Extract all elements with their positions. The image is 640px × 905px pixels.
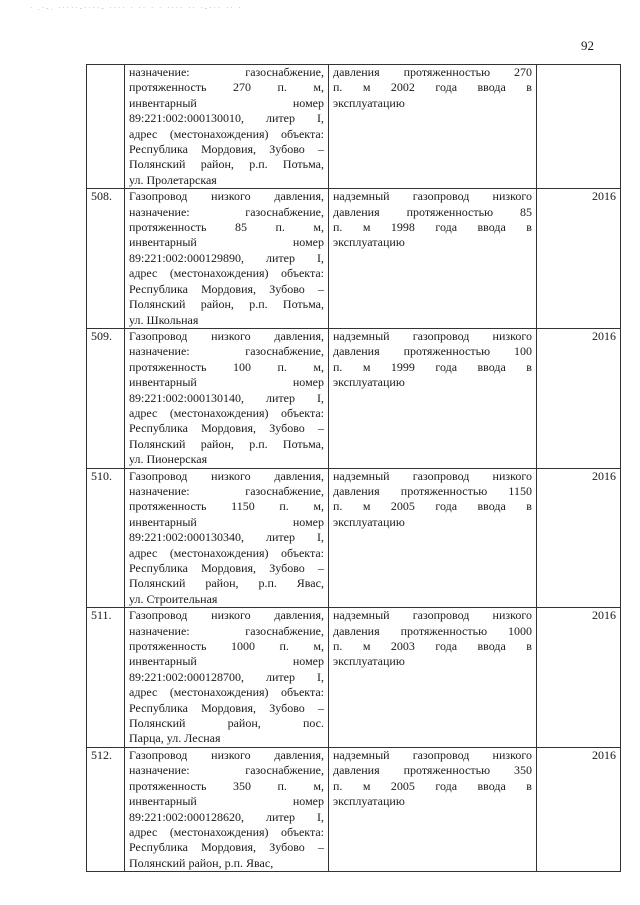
year-cell: 2016 [537, 468, 621, 608]
table-row [87, 189, 621, 329]
name-line: 89:221:002:000130010, литер I, [129, 111, 324, 126]
name-line: ул. Строительная [129, 591, 218, 606]
desc-line: давления протяженностью 1150 [333, 483, 532, 498]
desc-line: п. м 1999 года ввода в [333, 359, 532, 374]
desc-line: п. м 2003 года ввода в [333, 639, 532, 654]
name-line: адрес (местонахождения) объекта: [129, 545, 324, 560]
desc-line: давления протяженностью 350 [333, 763, 532, 778]
name-line: Полянский район, р.п. Потьма, [129, 157, 324, 172]
desc-line: эксплуатацию [333, 235, 405, 250]
desc-line: эксплуатацию [333, 514, 405, 529]
name-line: Республика Мордовия, Зубово – [129, 142, 324, 157]
desc-line: п. м 1998 года ввода в [333, 220, 532, 235]
year-cell: 2016 [537, 747, 621, 871]
name-line: Газопровод низкого давления, [129, 747, 324, 762]
desc-line: надземный газопровод низкого [333, 608, 532, 623]
name-line: Республика Мордовия, Зубово – [129, 421, 324, 436]
table-row [87, 328, 621, 468]
name-line: 89:221:002:000128620, литер I, [129, 809, 324, 824]
name-line: адрес (местонахождения) объекта: [129, 126, 324, 141]
year-cell: 2016 [537, 608, 621, 748]
desc-line: надземный газопровод низкого [333, 328, 532, 343]
row-number: 512. [87, 747, 125, 871]
desc-line: эксплуатацию [333, 95, 405, 110]
name-line: Полянский район, р.п. Потьма, [129, 436, 324, 451]
name-line: Республика Мордовия, Зубово – [129, 700, 324, 715]
object-description-cell [329, 328, 537, 468]
name-line: протяженность 1000 п. м, [129, 639, 324, 654]
name-line: назначение: газоснабжение, [129, 204, 324, 219]
desc-line: п. м 2002 года ввода в [333, 80, 532, 95]
name-line: Парца, ул. Лесная [129, 731, 221, 746]
table-row [87, 468, 621, 608]
name-line: ул. Пионерская [129, 452, 208, 467]
desc-line: п. м 2005 года ввода в [333, 778, 532, 793]
desc-line: давления протяженностью 85 [333, 204, 532, 219]
name-line: инвентарный номер [129, 514, 324, 529]
desc-line: давления протяженностью 270 [333, 65, 532, 79]
object-name-cell [125, 747, 329, 871]
year-cell: 2016 [537, 328, 621, 468]
name-line: 89:221:002:000128700, литер I, [129, 669, 324, 684]
row-number: 510. [87, 468, 125, 608]
desc-line: эксплуатацию [333, 654, 405, 669]
name-line: Республика Мордовия, Зубово – [129, 840, 324, 855]
name-line: Полянский район, р.п. Явас, [129, 855, 274, 870]
name-line: Газопровод низкого давления, [129, 189, 324, 204]
name-line: назначение: газоснабжение, [129, 344, 324, 359]
name-line: Республика Мордовия, Зубово – [129, 561, 324, 575]
year-cell: 2016 [537, 189, 621, 329]
name-line: Газопровод низкого давления, [129, 328, 324, 343]
name-line: назначение: газоснабжение, [129, 483, 324, 498]
name-line: адрес (местонахождения) объекта: [129, 685, 324, 700]
name-line: инвентарный номер [129, 375, 324, 390]
object-description-cell [329, 468, 537, 608]
object-name-cell [125, 468, 329, 608]
desc-line: давления протяженностью 100 [333, 344, 532, 359]
name-line: протяженность 270 п. м, [129, 80, 324, 95]
name-line: Полянский район, р.п. Потьма, [129, 297, 324, 312]
object-name-cell [125, 328, 329, 468]
name-line: 89:221:002:000129890, литер I, [129, 250, 324, 265]
name-line: 89:221:002:000130340, литер I, [129, 530, 324, 545]
row-number: 509. [87, 328, 125, 468]
object-description-cell [329, 189, 537, 329]
table-row [87, 747, 621, 871]
name-line: Республика Мордовия, Зубово – [129, 281, 324, 296]
name-line: Полянский район, р.п. Явас, [129, 576, 324, 591]
name-line: инвентарный номер [129, 794, 324, 809]
name-line: Газопровод низкого давления, [129, 468, 324, 483]
name-line: назначение: газоснабжение, [129, 623, 324, 638]
name-line: Полянский район, пос. [129, 716, 324, 731]
page-number: 92 [581, 38, 594, 53]
desc-line: надземный газопровод низкого [333, 189, 532, 204]
object-name-cell [125, 65, 329, 189]
name-line: адрес (местонахождения) объекта: [129, 266, 324, 281]
object-description-cell [329, 747, 537, 871]
name-line: протяженность 85 п. м, [129, 220, 324, 235]
table-row [87, 608, 621, 748]
table-row [87, 65, 621, 189]
row-number [87, 65, 125, 189]
desc-line: п. м 2005 года ввода в [333, 499, 532, 514]
name-line: протяженность 1150 п. м, [129, 499, 324, 514]
table-body [87, 65, 621, 872]
year-cell [537, 65, 621, 189]
name-line: адрес (местонахождения) объекта: [129, 824, 324, 839]
scan-artifact: · .·-. ·····-····- ···· · ·· · · ···· ·· ·-··· ·· · [30, 4, 243, 12]
name-line: 89:221:002:000130140, литер I, [129, 390, 324, 405]
name-line: ул. Школьная [129, 312, 199, 327]
name-line: Газопровод низкого давления, [129, 608, 324, 623]
name-line: протяженность 350 п. м, [129, 778, 324, 793]
desc-line: давления протяженностью 1000 [333, 623, 532, 638]
row-number: 508. [87, 189, 125, 329]
name-line: инвентарный номер [129, 654, 324, 669]
name-line: протяженность 100 п. м, [129, 359, 324, 374]
desc-line: эксплуатацию [333, 794, 405, 809]
desc-line: эксплуатацию [333, 375, 405, 390]
property-register-table [86, 64, 621, 872]
object-name-cell [125, 189, 329, 329]
desc-line: надземный газопровод низкого [333, 747, 532, 762]
object-description-cell [329, 608, 537, 748]
object-name-cell [125, 608, 329, 748]
name-line: адрес (местонахождения) объекта: [129, 405, 324, 420]
name-line: инвентарный номер [129, 235, 324, 250]
desc-line: надземный газопровод низкого [333, 468, 532, 483]
row-number: 511. [87, 608, 125, 748]
name-line: назначение: газоснабжение, [129, 763, 324, 778]
name-line: ул. Пролетарская [129, 172, 217, 187]
name-line: назначение: газоснабжение, [129, 65, 324, 79]
object-description-cell [329, 65, 537, 189]
name-line: инвентарный номер [129, 95, 324, 110]
